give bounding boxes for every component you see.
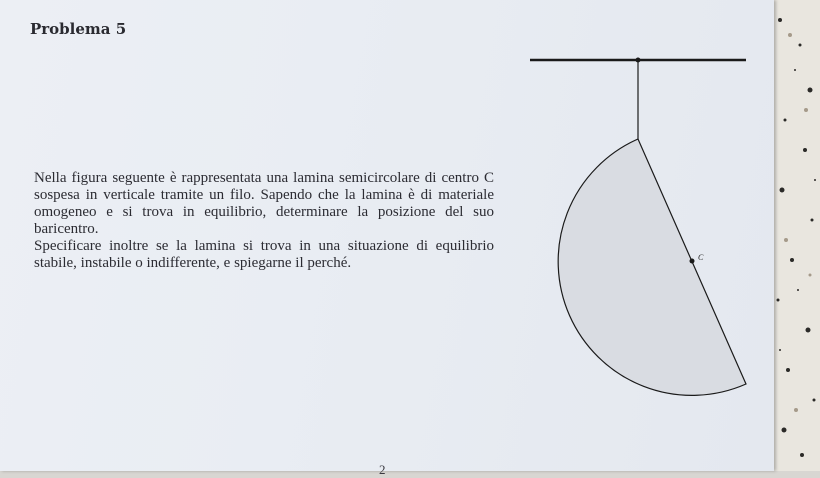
- center-point: [690, 259, 695, 264]
- granite-speckles: [770, 0, 820, 471]
- problem-title: Problema 5: [30, 20, 127, 38]
- page-number: 2: [379, 462, 386, 477]
- problem-paragraph-1: Nella figura seguente è rappresentata una lamina semicircolare di centro C sospesa in verticale tramite un filo. Sapendo che la lamina è di materiale omogeneo e si trova in equilibrio, determinare la posizione del suo baricentro.: [34, 170, 494, 237]
- countertop-background: [770, 0, 820, 471]
- center-label: C: [698, 253, 704, 262]
- semicircular-lamina: [558, 139, 746, 395]
- problem-paragraph-2: Specificare inoltre se la lamina si trova in una situazione di equilibrio stabile, instabile o indifferente, e spiegarne il perché.: [34, 238, 494, 271]
